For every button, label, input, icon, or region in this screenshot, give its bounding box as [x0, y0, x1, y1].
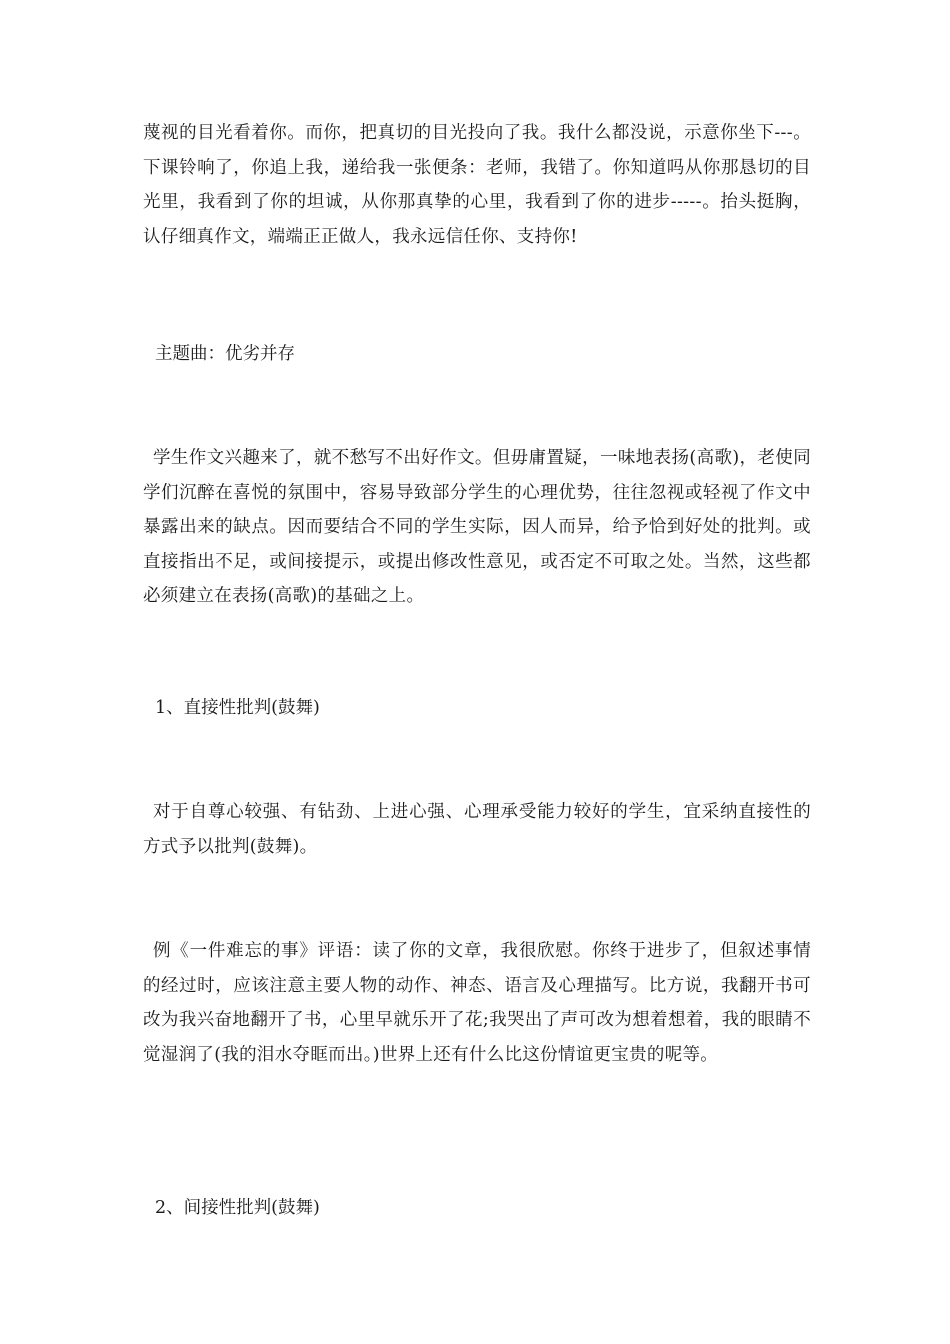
section-heading-indirect-critique: 2、间接性批判(鼓舞) — [155, 1198, 320, 1218]
paragraph-example-comment: 例《一件难忘的事》评语：读了你的文章，我很欣慰。你终于进步了，但叙述事情的经过时，应该注意主要人物的动作、神态、语言及心理描写。比方说，我翻开书可改为我兴奋地翻开了书，心里早就乐开了花;我哭出了声可改为想着想着，我的眼睛不觉湿润了(我的泪水夺眶而出。)世界上还有什么比这份情谊更宝贵的呢等。 — [143, 941, 811, 1065]
section-heading-direct-critique: 1、直接性批判(鼓舞) — [155, 698, 320, 718]
section-heading-theme: 主题曲：优劣并存 — [155, 344, 295, 364]
paragraph-direct-critique: 对于自尊心较强、有钻劲、上进心强、心理承受能力较好的学生，宜采纳直接性的方式予以批判(鼓舞)。 — [143, 802, 811, 857]
paragraph-continuation: 蔑视的目光看着你。而你，把真切的目光投向了我。我什么都没说，示意你坐下---。下课铃响了，你追上我，递给我一张便条：老师，我错了。你知道吗从你那恳切的目光里，我看到了你的坦诚，从你那真挚的心里，我看到了你的进步-----。抬头挺胸，认仔细真作文，端端正正做人，我永远信任你、支持你! — [143, 123, 811, 247]
paragraph-theme-body: 学生作文兴趣来了，就不愁写不出好作文。但毋庸置疑，一味地表扬(高歌)，老使同学们沉醉在喜悦的氛围中，容易导致部分学生的心理优势，往往忽视或轻视了作文中暴露出来的缺点。因而要结合不同的学生实际，因人而异，给予恰到好处的批判。或直接指出不足，或间接提示，或提出修改性意见，或否定不可取之处。当然，这些都必须建立在表扬(高歌)的基础之上。 — [143, 448, 811, 606]
